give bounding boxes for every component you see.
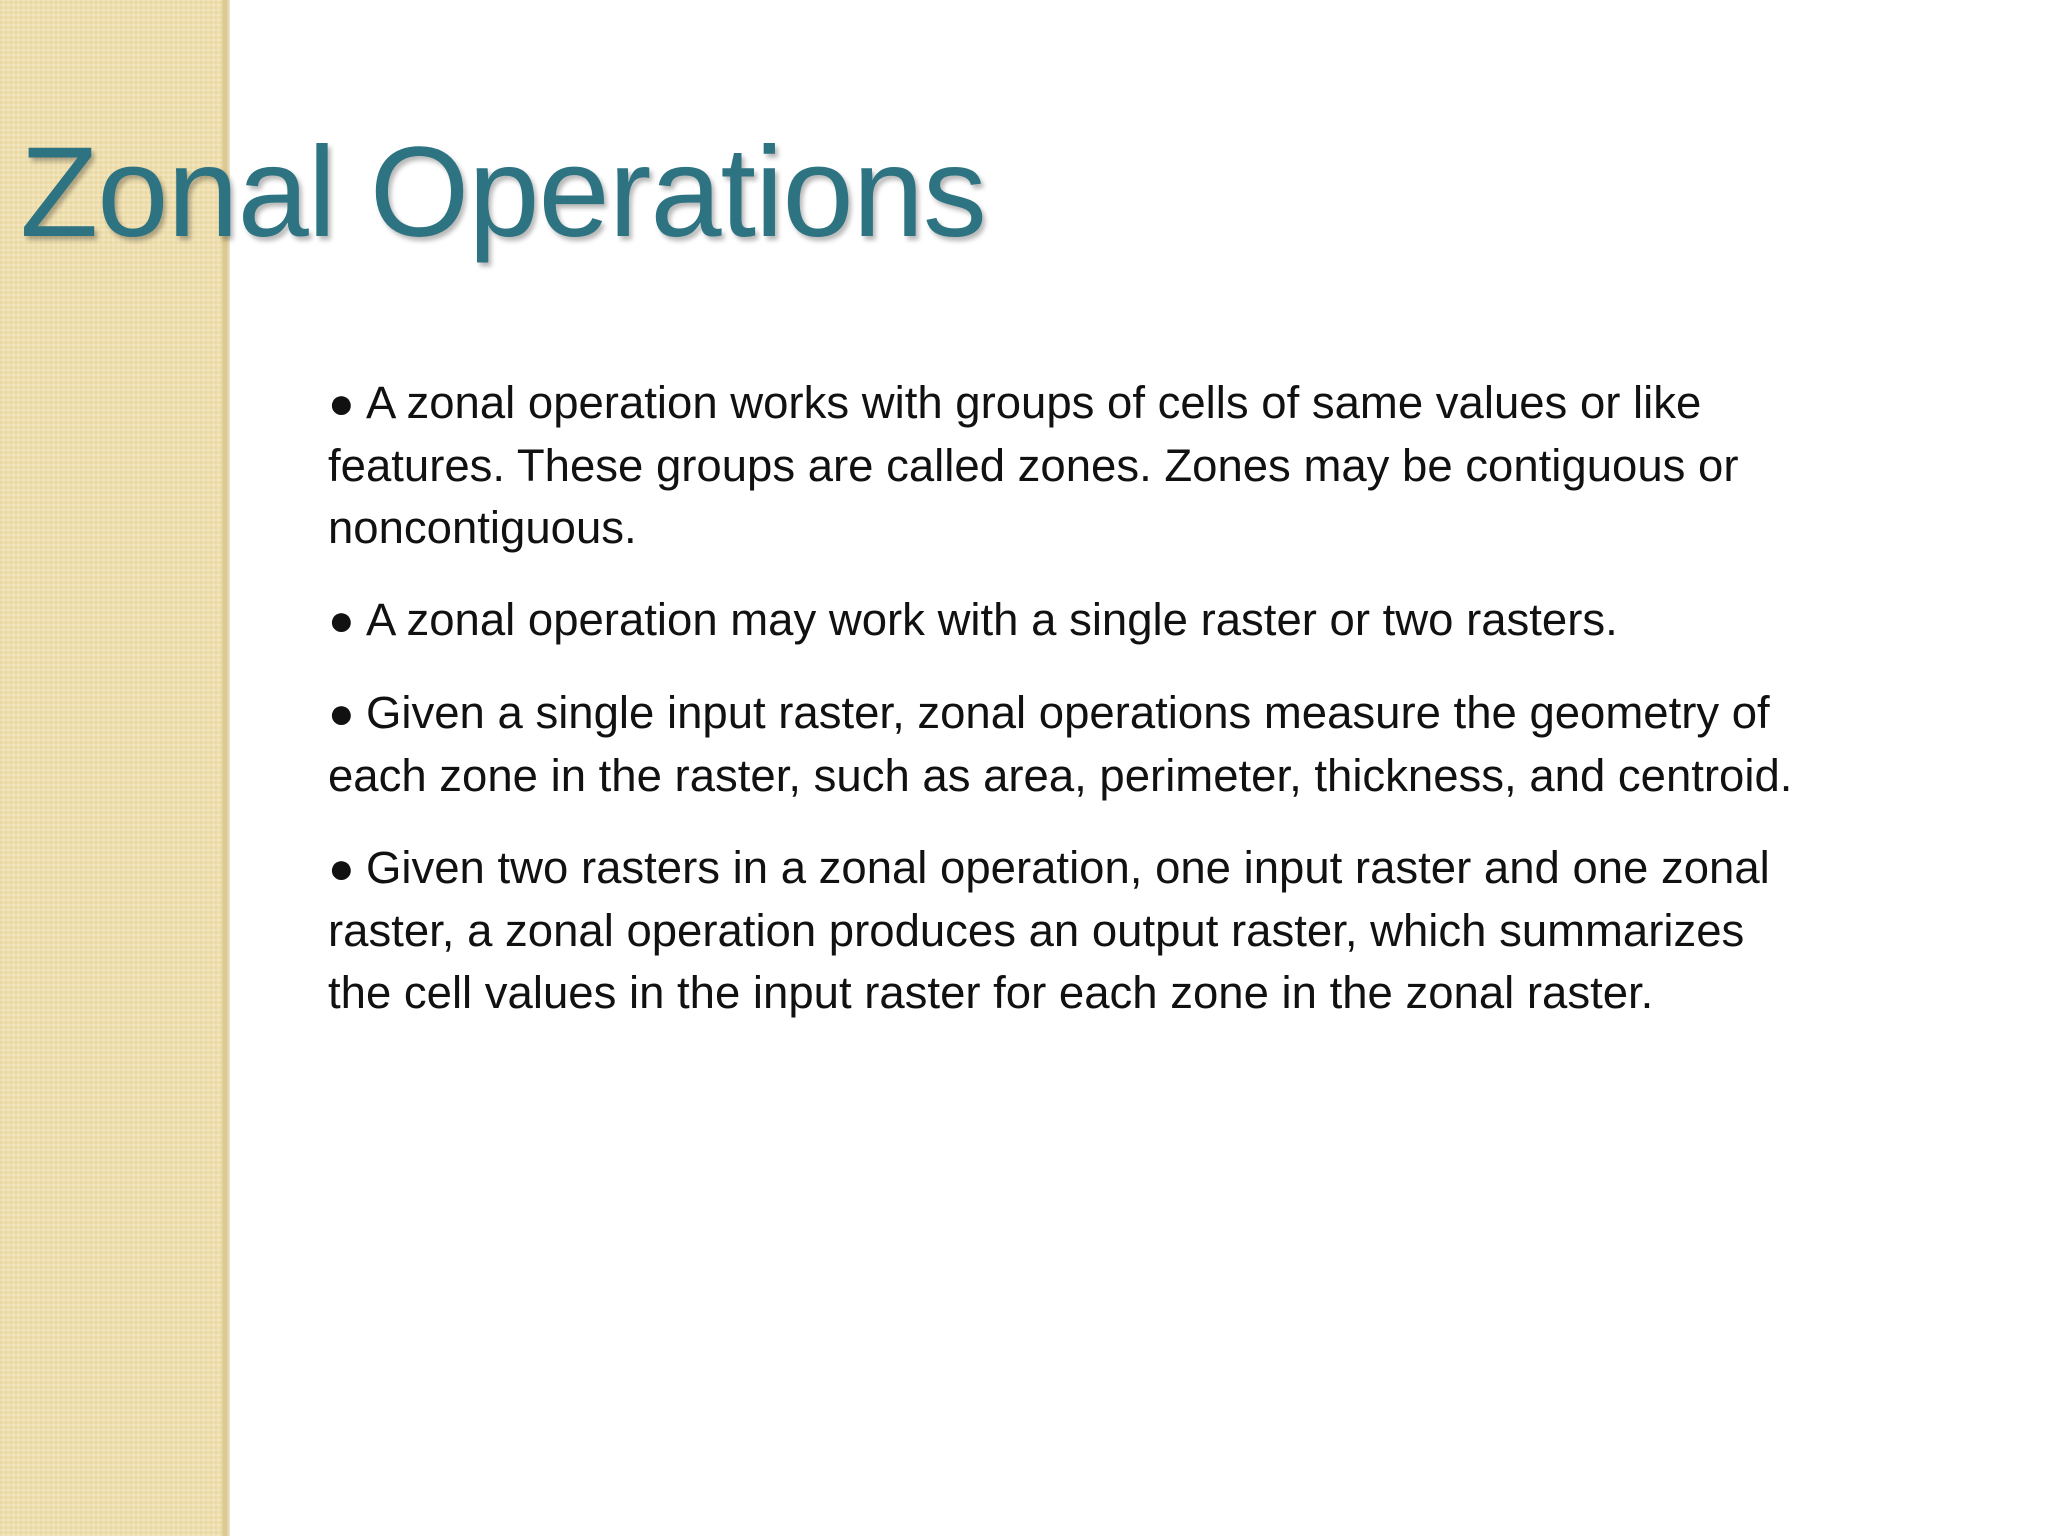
bullet-icon: ● bbox=[328, 844, 355, 893]
bullet-text: Given a single input raster, zonal operations measure the geometry of each zone in the raster, such as area, perimeter, thickness, and centroid. bbox=[328, 687, 1793, 801]
bullet-icon: ● bbox=[328, 689, 355, 738]
bullet-text: A zonal operation may work with a single raster or two rasters. bbox=[366, 594, 1618, 645]
bullet-paragraph-3 bbox=[328, 682, 1798, 807]
slide-title: Zonal Operations bbox=[20, 121, 986, 264]
bullet-paragraph-1 bbox=[328, 372, 1798, 559]
bullet-text: Given two rasters in a zonal operation, one input raster and one zonal raster, a zonal operation produces an output raster, which summarizes the cell values in the input raster for each zone in the zonal raster. bbox=[328, 842, 1770, 1018]
bullet-icon: ● bbox=[328, 596, 355, 645]
bullet-paragraph-4 bbox=[328, 837, 1798, 1024]
bullet-list bbox=[328, 372, 1798, 1054]
bullet-icon: ● bbox=[328, 379, 355, 428]
bullet-paragraph-2 bbox=[328, 589, 1798, 652]
bullet-text: A zonal operation works with groups of cells of same values or like features. These groups are called zones. Zones may be contiguous or noncontiguous. bbox=[328, 377, 1739, 553]
